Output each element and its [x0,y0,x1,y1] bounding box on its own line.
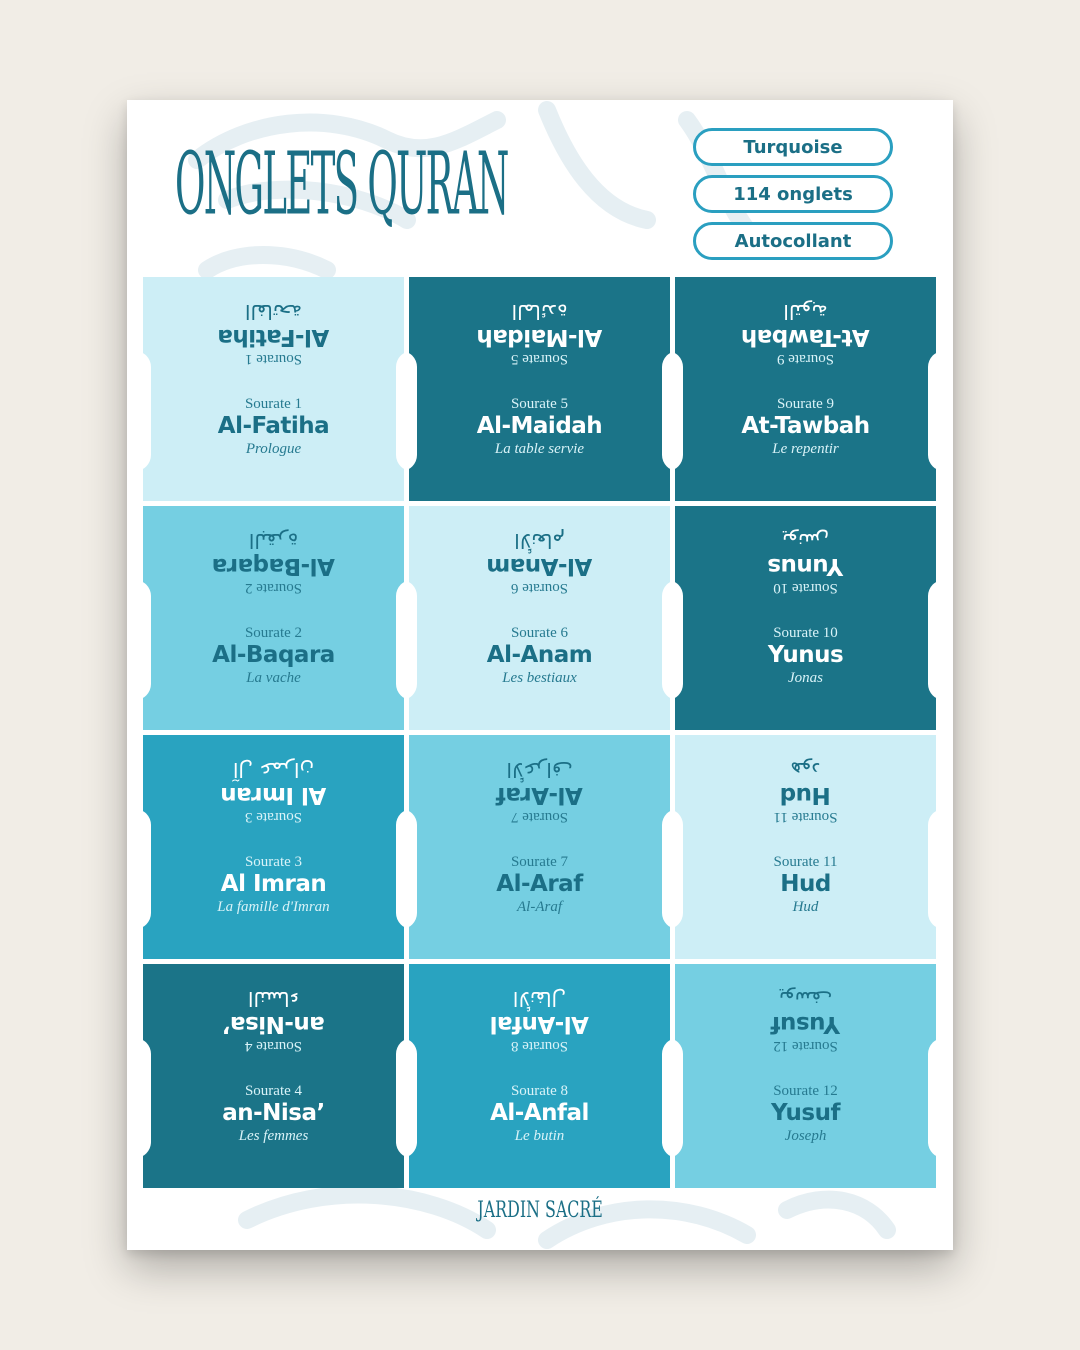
sourate-number: Sourate 11 [773,854,838,870]
surah-tab [675,964,936,1188]
sourate-number: Sourate 9 [776,396,835,412]
surah-name: Al-Maidah [476,413,603,439]
tab-flipped-label [409,988,670,1055]
surah-tab [675,277,936,501]
sourate-number: Sourate 10 [773,625,838,641]
sourate-number: Sourate 4 [244,1083,303,1099]
surah-tab [143,506,404,730]
tab-label [675,1082,936,1145]
surah-name: Hud [780,871,831,897]
surah-name: Al-Fatiha [217,413,330,439]
pill-count: 114 onglets [693,175,893,213]
surah-name: Yusuf [771,1100,840,1126]
flipped-arabic-name: الأنعام [514,529,565,553]
pill-type: Autocollant [693,222,893,260]
flipped-arabic-name: الفاتحة [244,300,303,324]
tab-flipped-label [143,530,404,597]
french-translation: Jonas [788,670,823,686]
flipped-surah-name: Yusuf [771,1011,840,1037]
flipped-sourate-number: Sourate 6 [510,580,569,596]
sticker-sheet [127,100,953,1250]
french-translation: Les femmes [238,1128,309,1144]
tab-flipped-label [143,301,404,368]
flipped-arabic-name: التوبة [783,300,828,324]
tab-label [409,853,670,916]
french-translation: Hud [792,899,819,915]
surah-name: an-Nisa’ [222,1100,325,1126]
flipped-arabic-name: الأنفال [512,987,567,1011]
sourate-number: Sourate 7 [510,854,569,870]
tab-flipped-label [409,759,670,826]
tab-label [143,1082,404,1145]
flipped-arabic-name: آل عمران [232,758,315,782]
tab-label [409,624,670,687]
flipped-surah-name: Al-Fatiha [217,324,330,350]
flipped-arabic-name: النساء [247,987,300,1011]
french-translation: Les bestiaux [502,670,577,686]
tab-label [143,853,404,916]
sourate-number: Sourate 2 [244,625,303,641]
surah-name: Al-Baqara [212,642,335,668]
surah-tab [143,964,404,1188]
pill-color: Turquoise [693,128,893,166]
tab-label [409,1082,670,1145]
surah-tab [675,506,936,730]
tab-label [143,624,404,687]
surah-tab [409,964,670,1188]
french-translation: Prologue [245,441,302,457]
french-translation: Le repentir [772,441,839,457]
tab-flipped-label [675,301,936,368]
flipped-surah-name: Al-Araf [496,782,583,808]
flipped-arabic-name: البقرة [248,529,299,553]
flipped-sourate-number: Sourate 10 [773,580,838,596]
flipped-surah-name: an-Nisa’ [222,1011,325,1037]
flipped-surah-name: Al-Anam [486,553,593,579]
flipped-arabic-name: المائدة [511,300,568,324]
surah-name: Al-Araf [496,871,583,897]
flipped-sourate-number: Sourate 12 [773,1038,838,1054]
flipped-sourate-number: Sourate 11 [773,809,838,825]
brand-name: JARDIN SACRÉ [477,1198,603,1223]
flipped-surah-name: Yunus [767,553,844,579]
flipped-arabic-name: يوسف [778,987,833,1011]
flipped-sourate-number: Sourate 4 [244,1038,303,1054]
tab-label [675,624,936,687]
french-translation: La table servie [494,441,585,457]
flipped-sourate-number: Sourate 7 [510,809,569,825]
flipped-sourate-number: Sourate 3 [244,809,303,825]
tabs-grid [143,277,937,1188]
surah-name: Yunus [767,642,844,668]
flipped-sourate-number: Sourate 2 [244,580,303,596]
surah-tab [143,277,404,501]
flipped-sourate-number: Sourate 8 [510,1038,569,1054]
page-title: ONGLETS QURAN [175,135,508,236]
flipped-surah-name: Al-Baqara [212,553,335,579]
flipped-surah-name: Hud [780,782,831,808]
tab-flipped-label [143,988,404,1055]
flipped-surah-name: Al-Maidah [476,324,603,350]
tab-flipped-label [409,301,670,368]
surah-tab [675,735,936,959]
brand-footer [127,1198,953,1223]
sourate-number: Sourate 8 [510,1083,569,1099]
surah-name: Al-Anfal [490,1100,589,1126]
tab-label [675,853,936,916]
flipped-sourate-number: Sourate 9 [776,351,835,367]
flipped-sourate-number: Sourate 5 [510,351,569,367]
flipped-surah-name: At-Tawbah [741,324,870,350]
tab-flipped-label [143,759,404,826]
surah-tab [409,277,670,501]
flipped-sourate-number: Sourate 1 [244,351,303,367]
sourate-number: Sourate 5 [510,396,569,412]
tab-flipped-label [675,759,936,826]
sourate-number: Sourate 3 [244,854,303,870]
flipped-arabic-name: الأعراف [506,758,573,782]
flipped-surah-name: Al Imran [220,782,327,808]
tab-label [409,395,670,458]
surah-name: Al Imran [220,871,327,897]
french-translation: La famille d'Imran [217,899,330,915]
surah-name: Al-Anam [486,642,593,668]
tab-label [143,395,404,458]
flipped-surah-name: Al-Anfal [490,1011,589,1037]
tab-label [675,395,936,458]
feature-pills [693,128,893,269]
surah-tab [143,735,404,959]
tab-flipped-label [409,530,670,597]
french-translation: Al-Araf [517,899,562,915]
sourate-number: Sourate 6 [510,625,569,641]
surah-tab [409,506,670,730]
flipped-arabic-name: هود [790,758,821,782]
sourate-number: Sourate 12 [773,1083,838,1099]
sourate-number: Sourate 1 [244,396,303,412]
tab-flipped-label [675,530,936,597]
french-translation: La vache [246,670,301,686]
surah-tab [409,735,670,959]
tab-flipped-label [675,988,936,1055]
french-translation: Joseph [784,1128,827,1144]
surah-name: At-Tawbah [741,413,870,439]
french-translation: Le butin [514,1128,565,1144]
flipped-arabic-name: يونس [782,529,829,553]
